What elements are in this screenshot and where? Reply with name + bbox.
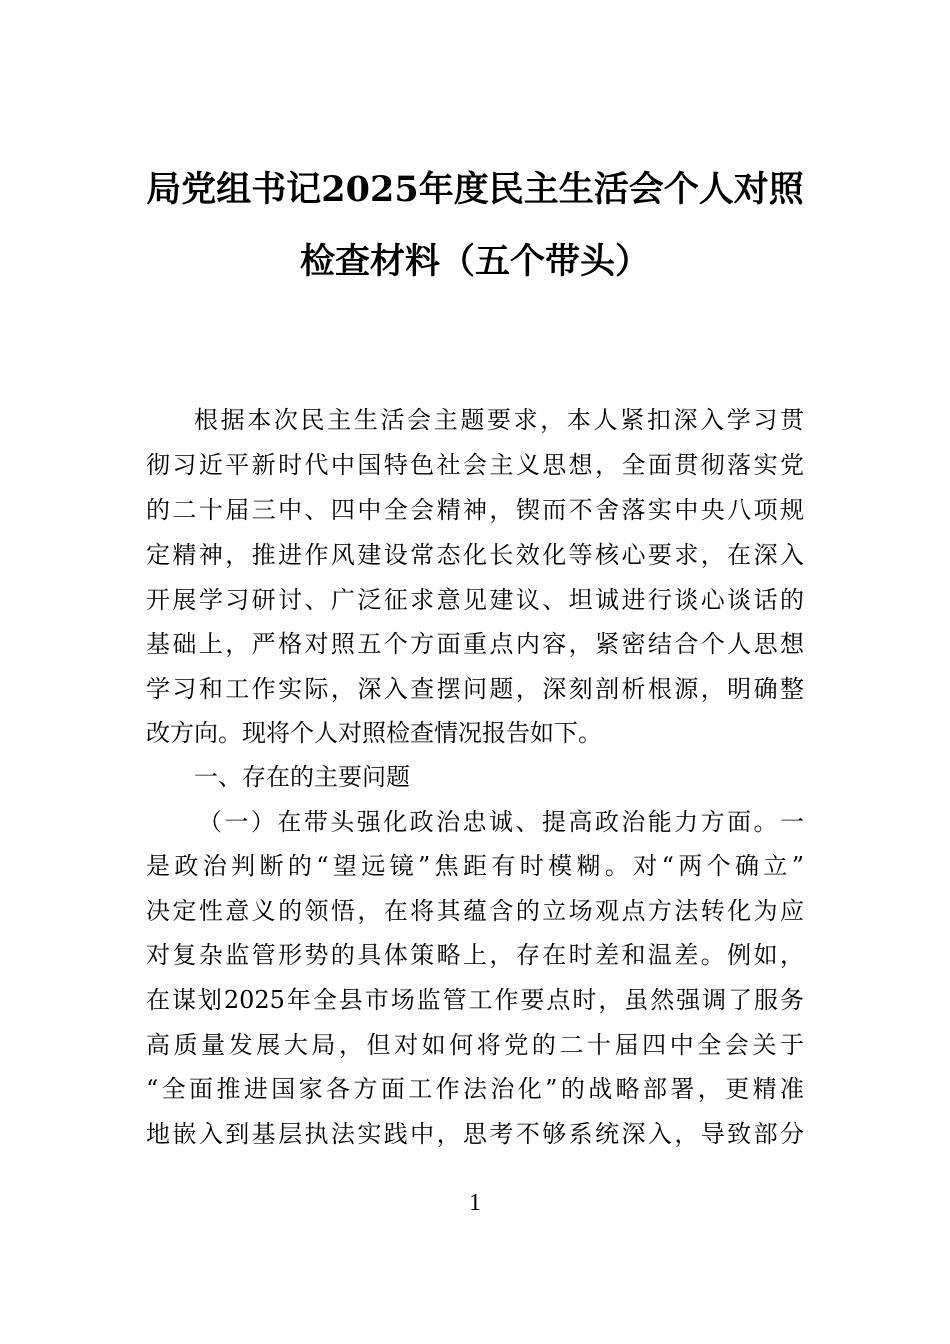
section-heading: 一、存在的主要问题	[194, 763, 410, 791]
subsection-paragraph-line: 地嵌入到基层执法实践中，思考不够系统深入，导致部分	[146, 1120, 804, 1148]
intro-paragraph-line: 开展学习研讨、广泛征求意见建议、坦诚进行谈心谈话的	[146, 586, 804, 614]
subsection-paragraph-line: （一）在带头强化政治忠诚、提高政治能力方面。一	[198, 808, 804, 836]
subsection-paragraph-line: 是政治判断的“望远镜”焦距有时模糊。对“两个确立”	[146, 852, 804, 880]
intro-paragraph-line: 基础上，严格对照五个方面重点内容，紧密结合个人思想	[146, 630, 804, 658]
document-title-line-1: 局党组书记2025年度民主生活会个人对照	[146, 169, 804, 210]
intro-paragraph-line: 学习和工作实际，深入查摆问题，深刻剖析根源，明确整	[146, 675, 804, 703]
subsection-paragraph-line: 对复杂监管形势的具体策略上，存在时差和温差。例如，	[146, 941, 804, 969]
document-title-line-2: 检查材料（五个带头）	[299, 241, 650, 282]
intro-paragraph-line: 的二十届三中、四中全会精神，锲而不舍落实中央八项规	[146, 496, 804, 524]
page-number: 1	[469, 1190, 481, 1216]
intro-paragraph-line: 彻习近平新时代中国特色社会主义思想，全面贯彻落实党	[146, 451, 804, 479]
subsection-paragraph-line: 决定性意义的领悟，在将其蕴含的立场观点方法转化为应	[146, 897, 804, 925]
subsection-paragraph-line: “全面推进国家各方面工作法治化”的战略部署，更精准	[146, 1075, 804, 1103]
intro-paragraph-line: 改方向。现将个人对照检查情况报告如下。	[146, 719, 602, 747]
subsection-paragraph-line: 高质量发展大局，但对如何将党的二十届四中全会关于	[146, 1031, 804, 1059]
intro-paragraph-line: 定精神，推进作风建设常态化长效化等核心要求，在深入	[146, 541, 804, 569]
subsection-paragraph-line: 在谋划2025年全县市场监管工作要点时，虽然强调了服务	[146, 986, 804, 1014]
intro-paragraph-line: 根据本次民主生活会主题要求，本人紧扣深入学习贯	[194, 406, 804, 434]
